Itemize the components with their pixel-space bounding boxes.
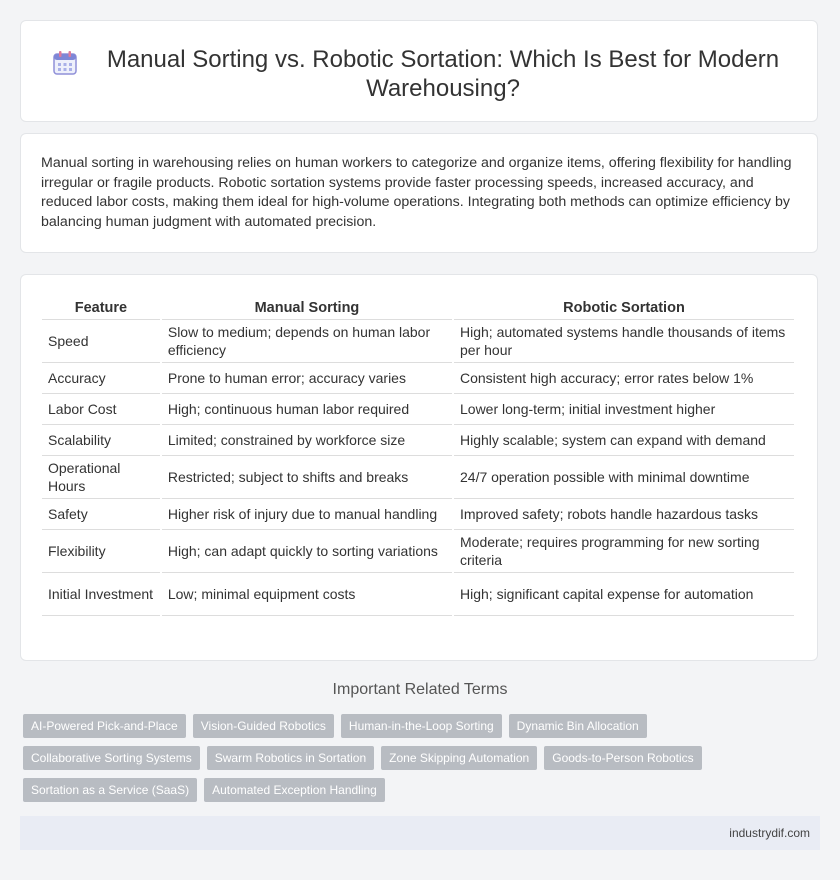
cell-feature: Scalability	[42, 425, 160, 456]
cell-robotic: Lower long-term; initial investment higher	[454, 394, 794, 425]
tag-row	[23, 746, 823, 770]
cell-manual: Restricted; subject to shifts and breaks	[162, 456, 452, 499]
cell-robotic: Moderate; requires programming for new sorting criteria	[454, 530, 794, 573]
tag-row	[23, 714, 823, 738]
cell-manual: Prone to human error; accuracy varies	[162, 363, 452, 394]
related-term-tag[interactable]: Automated Exception Handling	[204, 778, 385, 802]
related-terms-list	[23, 714, 823, 810]
related-term-tag[interactable]: Goods-to-Person Robotics	[544, 746, 701, 770]
cell-manual: High; continuous human labor required	[162, 394, 452, 425]
cell-robotic: 24/7 operation possible with minimal downtime	[454, 456, 794, 499]
table-row	[42, 456, 794, 499]
cell-feature: Labor Cost	[42, 394, 160, 425]
cell-robotic: Highly scalable; system can expand with demand	[454, 425, 794, 456]
table-header-row	[42, 295, 794, 320]
table-row	[42, 499, 794, 530]
calendar-icon	[51, 49, 79, 77]
header-card	[20, 20, 818, 122]
related-term-tag[interactable]: Vision-Guided Robotics	[193, 714, 334, 738]
related-term-tag[interactable]: Sortation as a Service (SaaS)	[23, 778, 197, 802]
related-terms-title: Important Related Terms	[332, 681, 508, 698]
footer	[20, 816, 820, 850]
related-term-tag[interactable]: Dynamic Bin Allocation	[509, 714, 647, 738]
cell-feature: Safety	[42, 499, 160, 530]
table-row	[42, 573, 794, 616]
table-row	[42, 425, 794, 456]
related-term-tag[interactable]: Swarm Robotics in Sortation	[207, 746, 374, 770]
comparison-table	[40, 295, 796, 616]
cell-feature: Flexibility	[42, 530, 160, 573]
header-manual: Manual Sorting	[162, 295, 452, 320]
table-row	[42, 320, 794, 363]
cell-robotic: Improved safety; robots handle hazardous tasks	[454, 499, 794, 530]
table-row	[42, 363, 794, 394]
cell-manual: High; can adapt quickly to sorting variations	[162, 530, 452, 573]
related-term-tag[interactable]: Human-in-the-Loop Sorting	[341, 714, 502, 738]
header-feature: Feature	[42, 295, 160, 320]
intro-paragraph: Manual sorting in warehousing relies on human workers to categorize and organize items, offering flexibility for handling irregular or fragile products. Robotic sortation systems provide faster processing speeds, increased accuracy, and reduced labor costs, making them ideal for high-volume operations. Integrating both methods can optimize efficiency by balancing human judgment with automated precision.	[41, 155, 792, 230]
cell-manual: Higher risk of injury due to manual handling	[162, 499, 452, 530]
cell-feature: Operational Hours	[42, 456, 160, 499]
related-term-tag[interactable]: Zone Skipping Automation	[381, 746, 537, 770]
cell-robotic: High; significant capital expense for automation	[454, 573, 794, 616]
cell-feature: Speed	[42, 320, 160, 363]
comparison-card	[20, 274, 818, 661]
footer-site-link[interactable]: industrydif.com	[729, 826, 810, 840]
related-term-tag[interactable]: AI-Powered Pick-and-Place	[23, 714, 186, 738]
title-row	[21, 21, 817, 103]
tag-row	[23, 778, 823, 802]
related-term-tag[interactable]: Collaborative Sorting Systems	[23, 746, 200, 770]
header-robotic: Robotic Sortation	[454, 295, 794, 320]
cell-feature: Initial Investment	[42, 573, 160, 616]
page-title: Manual Sorting vs. Robotic Sortation: Which Is Best for Modern Warehousing?	[106, 46, 780, 102]
table-row	[42, 394, 794, 425]
cell-robotic: High; automated systems handle thousands of items per hour	[454, 320, 794, 363]
cell-manual: Low; minimal equipment costs	[162, 573, 452, 616]
table-row	[42, 530, 794, 573]
cell-manual: Slow to medium; depends on human labor efficiency	[162, 320, 452, 363]
cell-robotic: Consistent high accuracy; error rates below 1%	[454, 363, 794, 394]
intro-card	[20, 133, 818, 253]
cell-feature: Accuracy	[42, 363, 160, 394]
cell-manual: Limited; constrained by workforce size	[162, 425, 452, 456]
